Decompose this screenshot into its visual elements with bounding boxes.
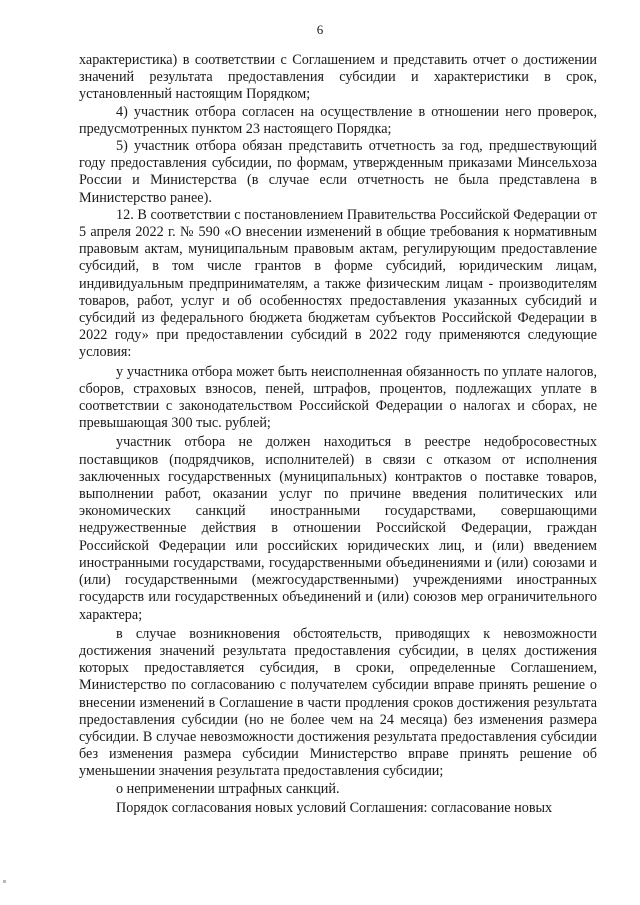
paragraph-condition-penalties: о неприменении штрафных санкций. — [116, 780, 340, 797]
paragraph-condition-registry: участник отбора не должен находиться в реестре недобросовестных поставщиков (подрядчиков, исполнителей) в связи с отказом от исполнения заключенных государственных (муниципальных) контрактов о поставке товаров, выполнении работ, оказании услуг по причине введения политических или экономических санкций иностранными государствами, совершающими недружественные действия в отношении Российской Федерации, граждан Российской Федерации или российских юридических лиц, и (или) введением иностранными государствами, государственными объединениями и (или) союзами и (или) государственными (межгосударственными) учреждениями иностранных государств или государственных объединений и (или) союзов мер ограничительного характера; — [79, 434, 597, 623]
paragraph-item-4: 4) участник отбора согласен на осуществление в отношении него проверок, предусмотренных пунктом 23 настоящего Порядка; — [79, 103, 597, 137]
document-body — [79, 52, 597, 817]
paragraph-condition-deadlines: в случае возникновения обстоятельств, приводящих к невозможности достижения значений результата предоставления субсидии, в целях достижения которых предоставляется субсидия, в сроки, определенные Соглашением, Министерство по согласованию с получателем субсидии вправе принять решение о внесении изменений в Соглашение в части продления сроков достижения результата предоставления субсидии (но не более чем на 24 месяца) без изменения размера субсидии. В случае невозможности достижения результата предоставления субсидии без изменения размера субсидии Министерство вправе принять решение об уменьшении значения результата предоставления субсидии; — [79, 625, 597, 780]
page-number: 6 — [316, 22, 324, 37]
scan-mark — [3, 880, 6, 883]
paragraph-clause-12: 12. В соответствии с постановлением Правительства Российской Федерации от 5 апреля 2022 г. № 590 «О внесении изменений в общие требования к нормативным правовым актам, муниципальным правовым актам, регулирующим предоставление субсидий, в том числе грантов в форме субсидий, юридическим лицам, индивидуальным предпринимателям, а также физическим лицам - производителям товаров, работ, услуг и об особенностях предоставления указанных субсидий и субсидий из федерального бюджета бюджетам субъектов Российской Федерации в 2022 году» при предоставлении субсидий в 2022 году применяются следующие условия: — [79, 206, 597, 361]
paragraph-agreement-procedure: Порядок согласования новых условий Соглашения: согласование новых — [116, 799, 553, 816]
paragraph-item-5: 5) участник отбора обязан представить отчетность за год, предшествующий году предоставления субсидии, по формам, утвержденным приказами Минсельхоза России и Министерства (в случае если отчетность не была представлена в Министерство ранее). — [79, 138, 597, 206]
paragraph-condition-tax-debt: у участника отбора может быть неисполненная обязанность по уплате налогов, сборов, страховых взносов, пеней, штрафов, процентов, подлежащих уплате в соответствии с законодательством Российской Федерации о налогах и сборах, не превышающая 300 тыс. рублей; — [79, 363, 597, 432]
paragraph-continuation: характеристика) в соответствии с Соглашением и представить отчет о достижении значений результата предоставления субсидии и характеристики в срок, установленный настоящим Порядком; — [79, 52, 597, 103]
